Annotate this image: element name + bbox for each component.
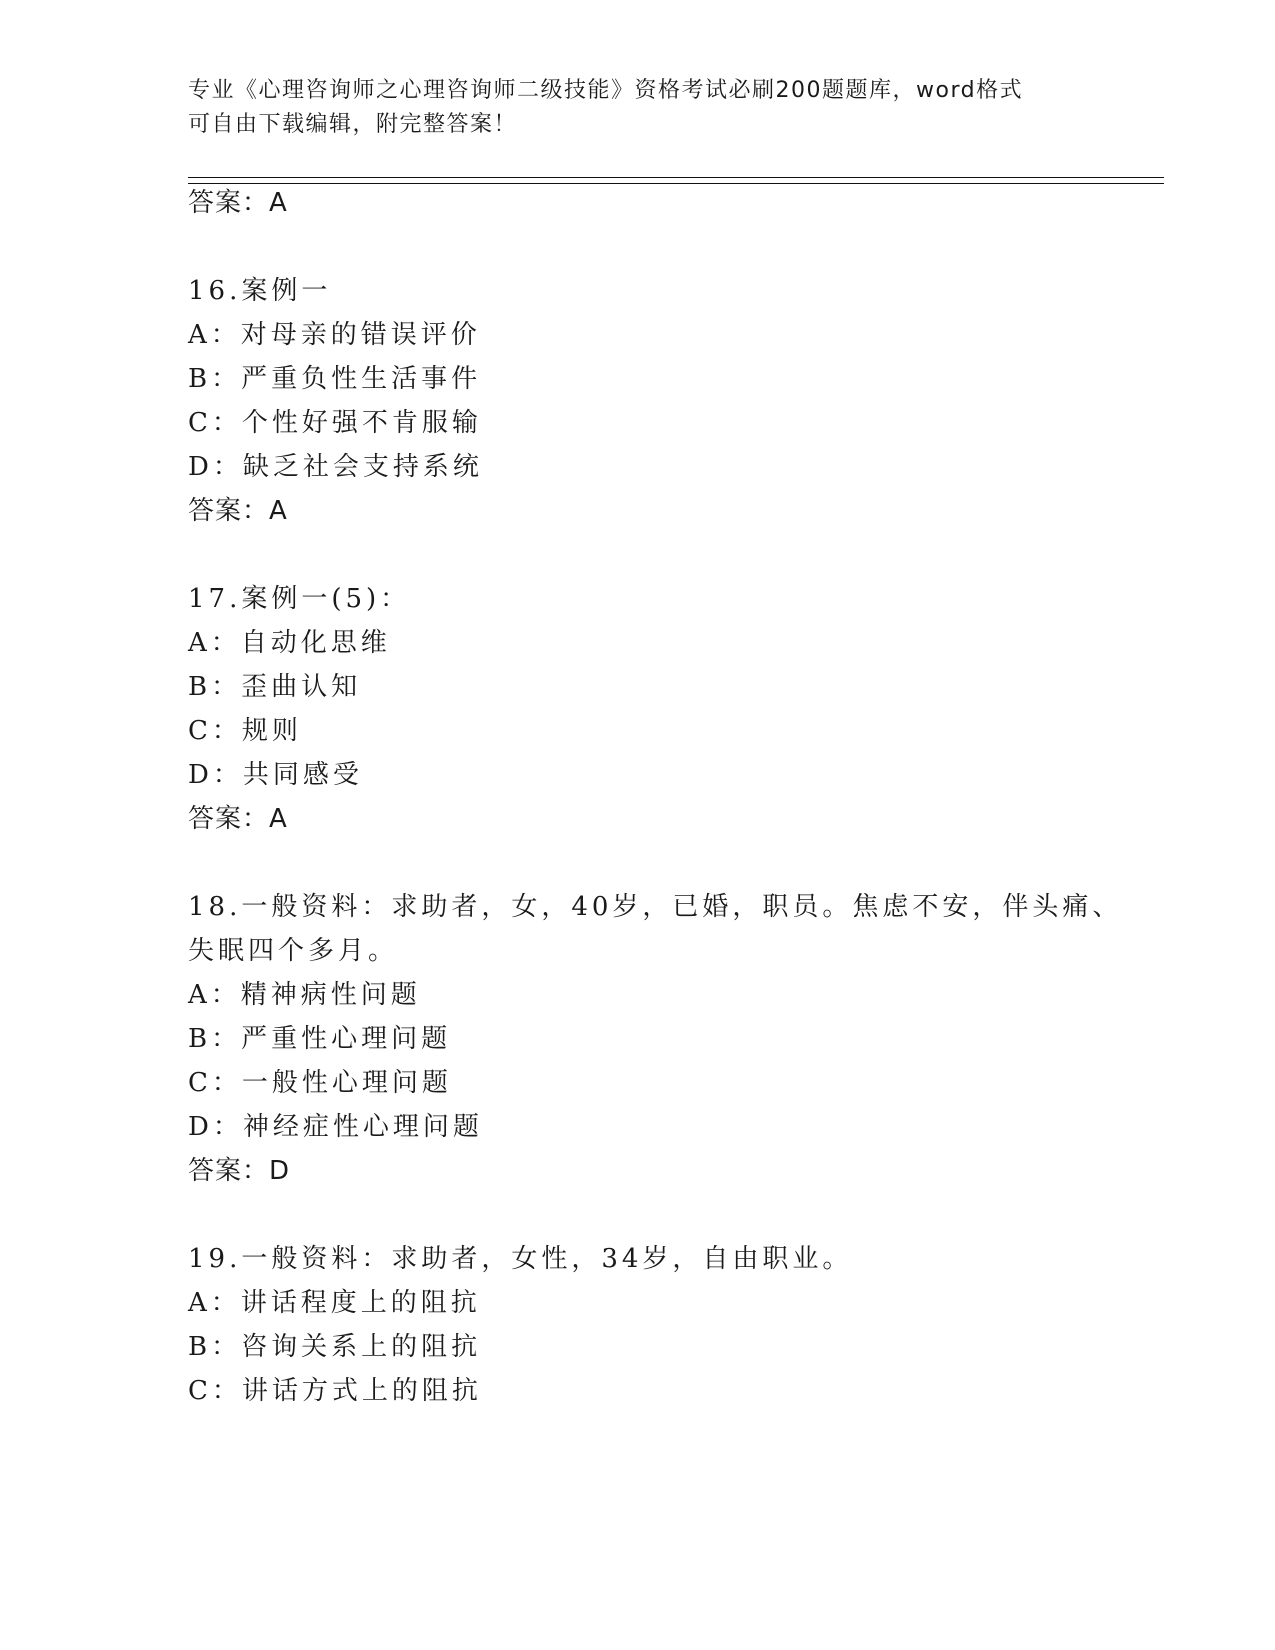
header-line-1: 专业《心理咨询师之心理咨询师二级技能》资格考试必刷200题题库，word格式 [188, 78, 1024, 103]
question-18-option-a: A：精神病性问题 [188, 980, 421, 1010]
question-16-option-b: B：严重负性生活事件 [188, 364, 482, 394]
question-16-option-a: A：对母亲的错误评价 [188, 320, 481, 350]
question-18-stem-line-1: 18.一般资料：求助者，女，40岁，已婚，职员。焦虑不安，伴头痛、 [188, 892, 1123, 922]
header-line-2: 可自由下载编辑，附完整答案！ [188, 112, 518, 137]
question-17-option-a: A：自动化思维 [188, 628, 391, 658]
question-18-option-b: B：严重性心理问题 [188, 1024, 452, 1054]
question-19-option-b: B：咨询关系上的阻抗 [188, 1332, 482, 1362]
answer-15: 答案：A [188, 188, 288, 218]
question-18-option-c: C：一般性心理问题 [188, 1068, 452, 1098]
question-17-option-d: D：共同感受 [188, 760, 363, 790]
header-divider-top [188, 177, 1164, 178]
question-17-option-b: B：歪曲认知 [188, 672, 362, 702]
question-19-option-a: A：讲话程度上的阻抗 [188, 1288, 481, 1318]
question-16-stem: 16.案例一 [188, 276, 332, 306]
question-18-stem-line-2: 失眠四个多月。 [188, 936, 399, 966]
answer-18: 答案：D [188, 1156, 291, 1186]
header-divider-bottom [188, 183, 1164, 184]
question-19-option-c: C：讲话方式上的阻抗 [188, 1376, 482, 1406]
question-16-option-d: D：缺乏社会支持系统 [188, 452, 483, 482]
question-18-option-d: D：神经症性心理问题 [188, 1112, 483, 1142]
answer-17: 答案：A [188, 804, 288, 834]
question-19-stem: 19.一般资料：求助者，女性，34岁，自由职业。 [188, 1244, 853, 1274]
question-17-stem: 17.案例一(5)： [188, 584, 411, 614]
question-17-option-c: C：规则 [188, 716, 302, 746]
question-16-option-c: C：个性好强不肯服输 [188, 408, 482, 438]
answer-16: 答案：A [188, 496, 288, 526]
document-header [188, 74, 1088, 142]
